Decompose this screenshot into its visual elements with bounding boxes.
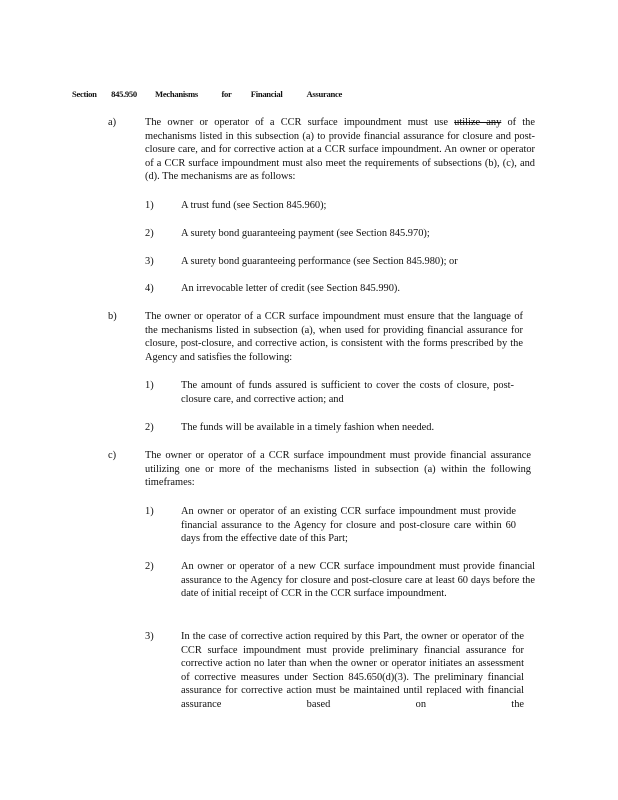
subsection-c-label: c): [108, 450, 117, 461]
item-label: 3): [145, 631, 154, 642]
item-text: [181, 379, 514, 406]
subsection-c-paragraph: The owner or operator of a CCR surface impoundment must provide financial assurance utilizing one or more of the mechanisms listed in subsection (a) within the following timeframes:: [145, 450, 531, 489]
item-label: 2): [145, 422, 154, 433]
subsection-b-paragraph: The owner or operator of a CCR surface impoundment must ensure that the language of the mechanisms listed in subsection (a), when used for providing financial assurance for closure, post-closure, and corrective action, is consistent with the forms prescribed by the Agency and satisfies the following:: [145, 311, 523, 363]
section-number: 845.950: [111, 89, 137, 99]
item-label: 1): [145, 200, 154, 211]
struck-text: utilize any: [454, 117, 502, 128]
item-text: The funds will be available in a timely fashion when needed.: [181, 422, 435, 433]
item-label: 1): [145, 380, 154, 391]
item-text: A surety bond guaranteeing payment (see Section 845.970);: [181, 228, 430, 239]
title-word: Assurance: [306, 89, 342, 99]
item-paragraph: An owner or operator of a new CCR surface impoundment must provide financial assurance to the Agency for closure and post-closure care at least 60 days before the date of initial receipt of CCR in the CCR surface impoundment.: [181, 561, 535, 600]
subsection-c-text: [145, 449, 531, 490]
subsection-a-paragraph: [145, 116, 535, 184]
section-word: Section: [72, 89, 97, 99]
item-text: [181, 630, 524, 712]
item-label: 1): [145, 506, 154, 517]
subsection-a-text: [145, 116, 535, 184]
item-text: A surety bond guaranteeing performance (see Section 845.980); or: [181, 256, 458, 267]
item-paragraph: An owner or operator of an existing CCR surface impoundment must provide financial assurance to the Agency for closure and post-closure care within 60 days from the effective date of this Part;: [181, 506, 516, 545]
subsection-a-text-rest: of the mechanisms listed in this subsection (a) to provide financial assurance for closure and post-closure care, and for corrective action at a CCR surface impoundment. An owner or operator of a CCR surface impoundment must also meet the requirements of subsections (b), (c), and (d). The mechanisms are as follows:: [145, 117, 535, 183]
item-text: [181, 505, 516, 546]
item-label: 2): [145, 228, 154, 239]
item-label: 2): [145, 561, 154, 572]
item-text: An irrevocable letter of credit (see Section 845.990).: [181, 283, 400, 294]
subsection-b-text: [145, 310, 523, 364]
item-text: A trust fund (see Section 845.960);: [181, 200, 327, 211]
subsection-b-label: b): [108, 311, 117, 322]
item-paragraph: The amount of funds assured is sufficient to cover the costs of closure, post-closure care, and corrective action; and: [181, 380, 514, 405]
title-word: for: [221, 89, 232, 99]
item-text: [181, 560, 535, 601]
section-heading: [72, 89, 342, 99]
item-paragraph: In the case of corrective action required by this Part, the owner or operator of the CCR surface impoundment must provide preliminary financial assurance for corrective action no later than when the owner or operator initiates an assessment of corrective measures under Section 845.650(d)(3). The preliminary financial assurance for corrective action must be maintained until replaced with financial assurance based on the: [181, 631, 524, 710]
title-word: Financial: [250, 89, 283, 99]
title-word: Mechanisms: [155, 89, 198, 99]
item-label: 3): [145, 256, 154, 267]
subsection-a-label: a): [108, 117, 117, 128]
item-label: 4): [145, 283, 154, 294]
subsection-a-text-start: The owner or operator of a CCR surface impoundment must use: [145, 117, 455, 128]
